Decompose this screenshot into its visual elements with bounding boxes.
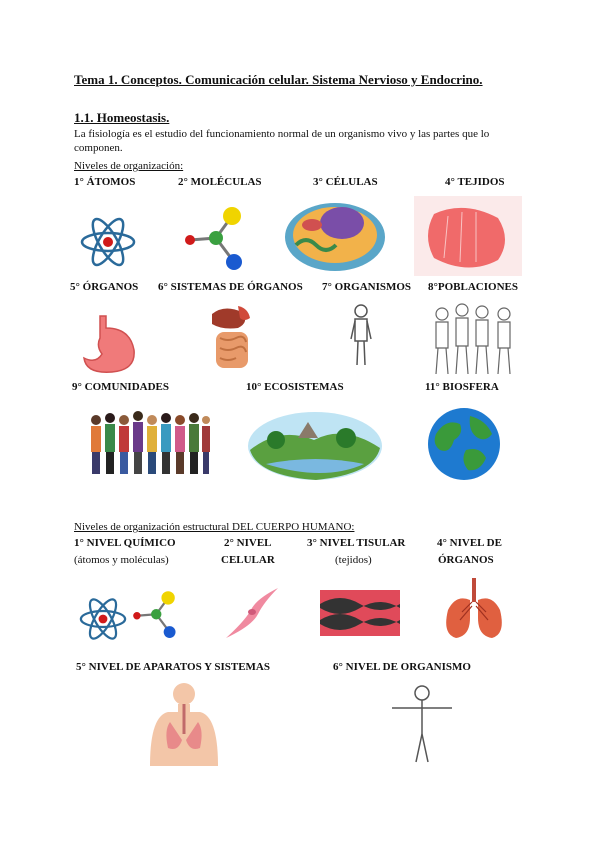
level-atoms: 1° ÁTOMOS — [74, 176, 136, 188]
molecule-small-illustration — [128, 586, 180, 644]
intro-line-2: componen. — [74, 142, 123, 154]
section-heading: 1.1. Homeostasis. — [74, 110, 170, 125]
stick-figure-illustration — [390, 684, 454, 766]
body-level-tissue-sub: (tejidos) — [335, 554, 372, 566]
body-level-organ-b: ÓRGANOS — [438, 554, 494, 566]
level-organisms: 7° ORGANISMOS — [322, 281, 412, 293]
organ-system-illustration — [208, 300, 256, 376]
body-level-systems: 5° NIVEL DE APARATOS Y SISTEMAS — [76, 661, 270, 673]
level-cells: 3° CÉLULAS — [313, 176, 378, 188]
community-illustration — [86, 404, 212, 478]
earth-illustration — [426, 406, 502, 482]
molecule-illustration — [178, 204, 248, 272]
level-biosphere: 11° BIOSFERA — [425, 381, 499, 393]
tissue-band-illustration — [320, 590, 400, 636]
page-title: Tema 1. Conceptos. Comunicación celular. Sistema Nervioso y Endocrino. — [74, 72, 483, 87]
level-organs: 5° ÓRGANOS — [70, 281, 139, 293]
level-organ-systems: 6° SISTEMAS DE ÓRGANOS — [158, 281, 303, 293]
body-level-tissue: 3° NIVEL TISULAR — [307, 537, 406, 549]
atom-small-illustration — [78, 596, 128, 642]
level-populations: 8°POBLACIONES — [428, 281, 518, 293]
body-level-organism: 6° NIVEL DE ORGANISMO — [333, 661, 471, 673]
level-tissues: 4° TEJIDOS — [445, 176, 505, 188]
tissue-illustration — [414, 196, 522, 276]
stomach-illustration — [80, 314, 138, 374]
body-levels-heading: Niveles de organización estructural DEL CUERPO HUMANO: — [74, 521, 355, 533]
body-level-chemical-sub: (átomos y moléculas) — [74, 554, 169, 566]
body-level-organ-a: 4° NIVEL DE — [437, 537, 502, 549]
population-illustration — [428, 298, 520, 378]
body-level-cellular-a: 2° NIVEL — [224, 537, 272, 549]
level-ecosystems: 10° ECOSISTEMAS — [246, 381, 344, 393]
organism-illustration — [350, 303, 372, 369]
body-level-chemical: 1° NIVEL QUÍMICO — [74, 537, 176, 549]
ecosystem-illustration — [246, 406, 384, 482]
level-communities: 9° COMUNIDADES — [72, 381, 169, 393]
atom-illustration — [80, 214, 136, 270]
intro-line-1: La fisiología es el estudio del funcionamiento normal de un organismo vivo y las partes que lo — [74, 128, 490, 140]
muscle-cell-illustration — [224, 586, 280, 640]
body-level-cellular-b: CELULAR — [221, 554, 275, 566]
body-systems-illustration — [146, 682, 222, 766]
level-molecules: 2° MOLÉCULAS — [178, 176, 262, 188]
lungs-illustration — [442, 576, 506, 640]
levels-heading: Niveles de organización: — [74, 160, 184, 172]
cell-illustration — [282, 195, 388, 275]
